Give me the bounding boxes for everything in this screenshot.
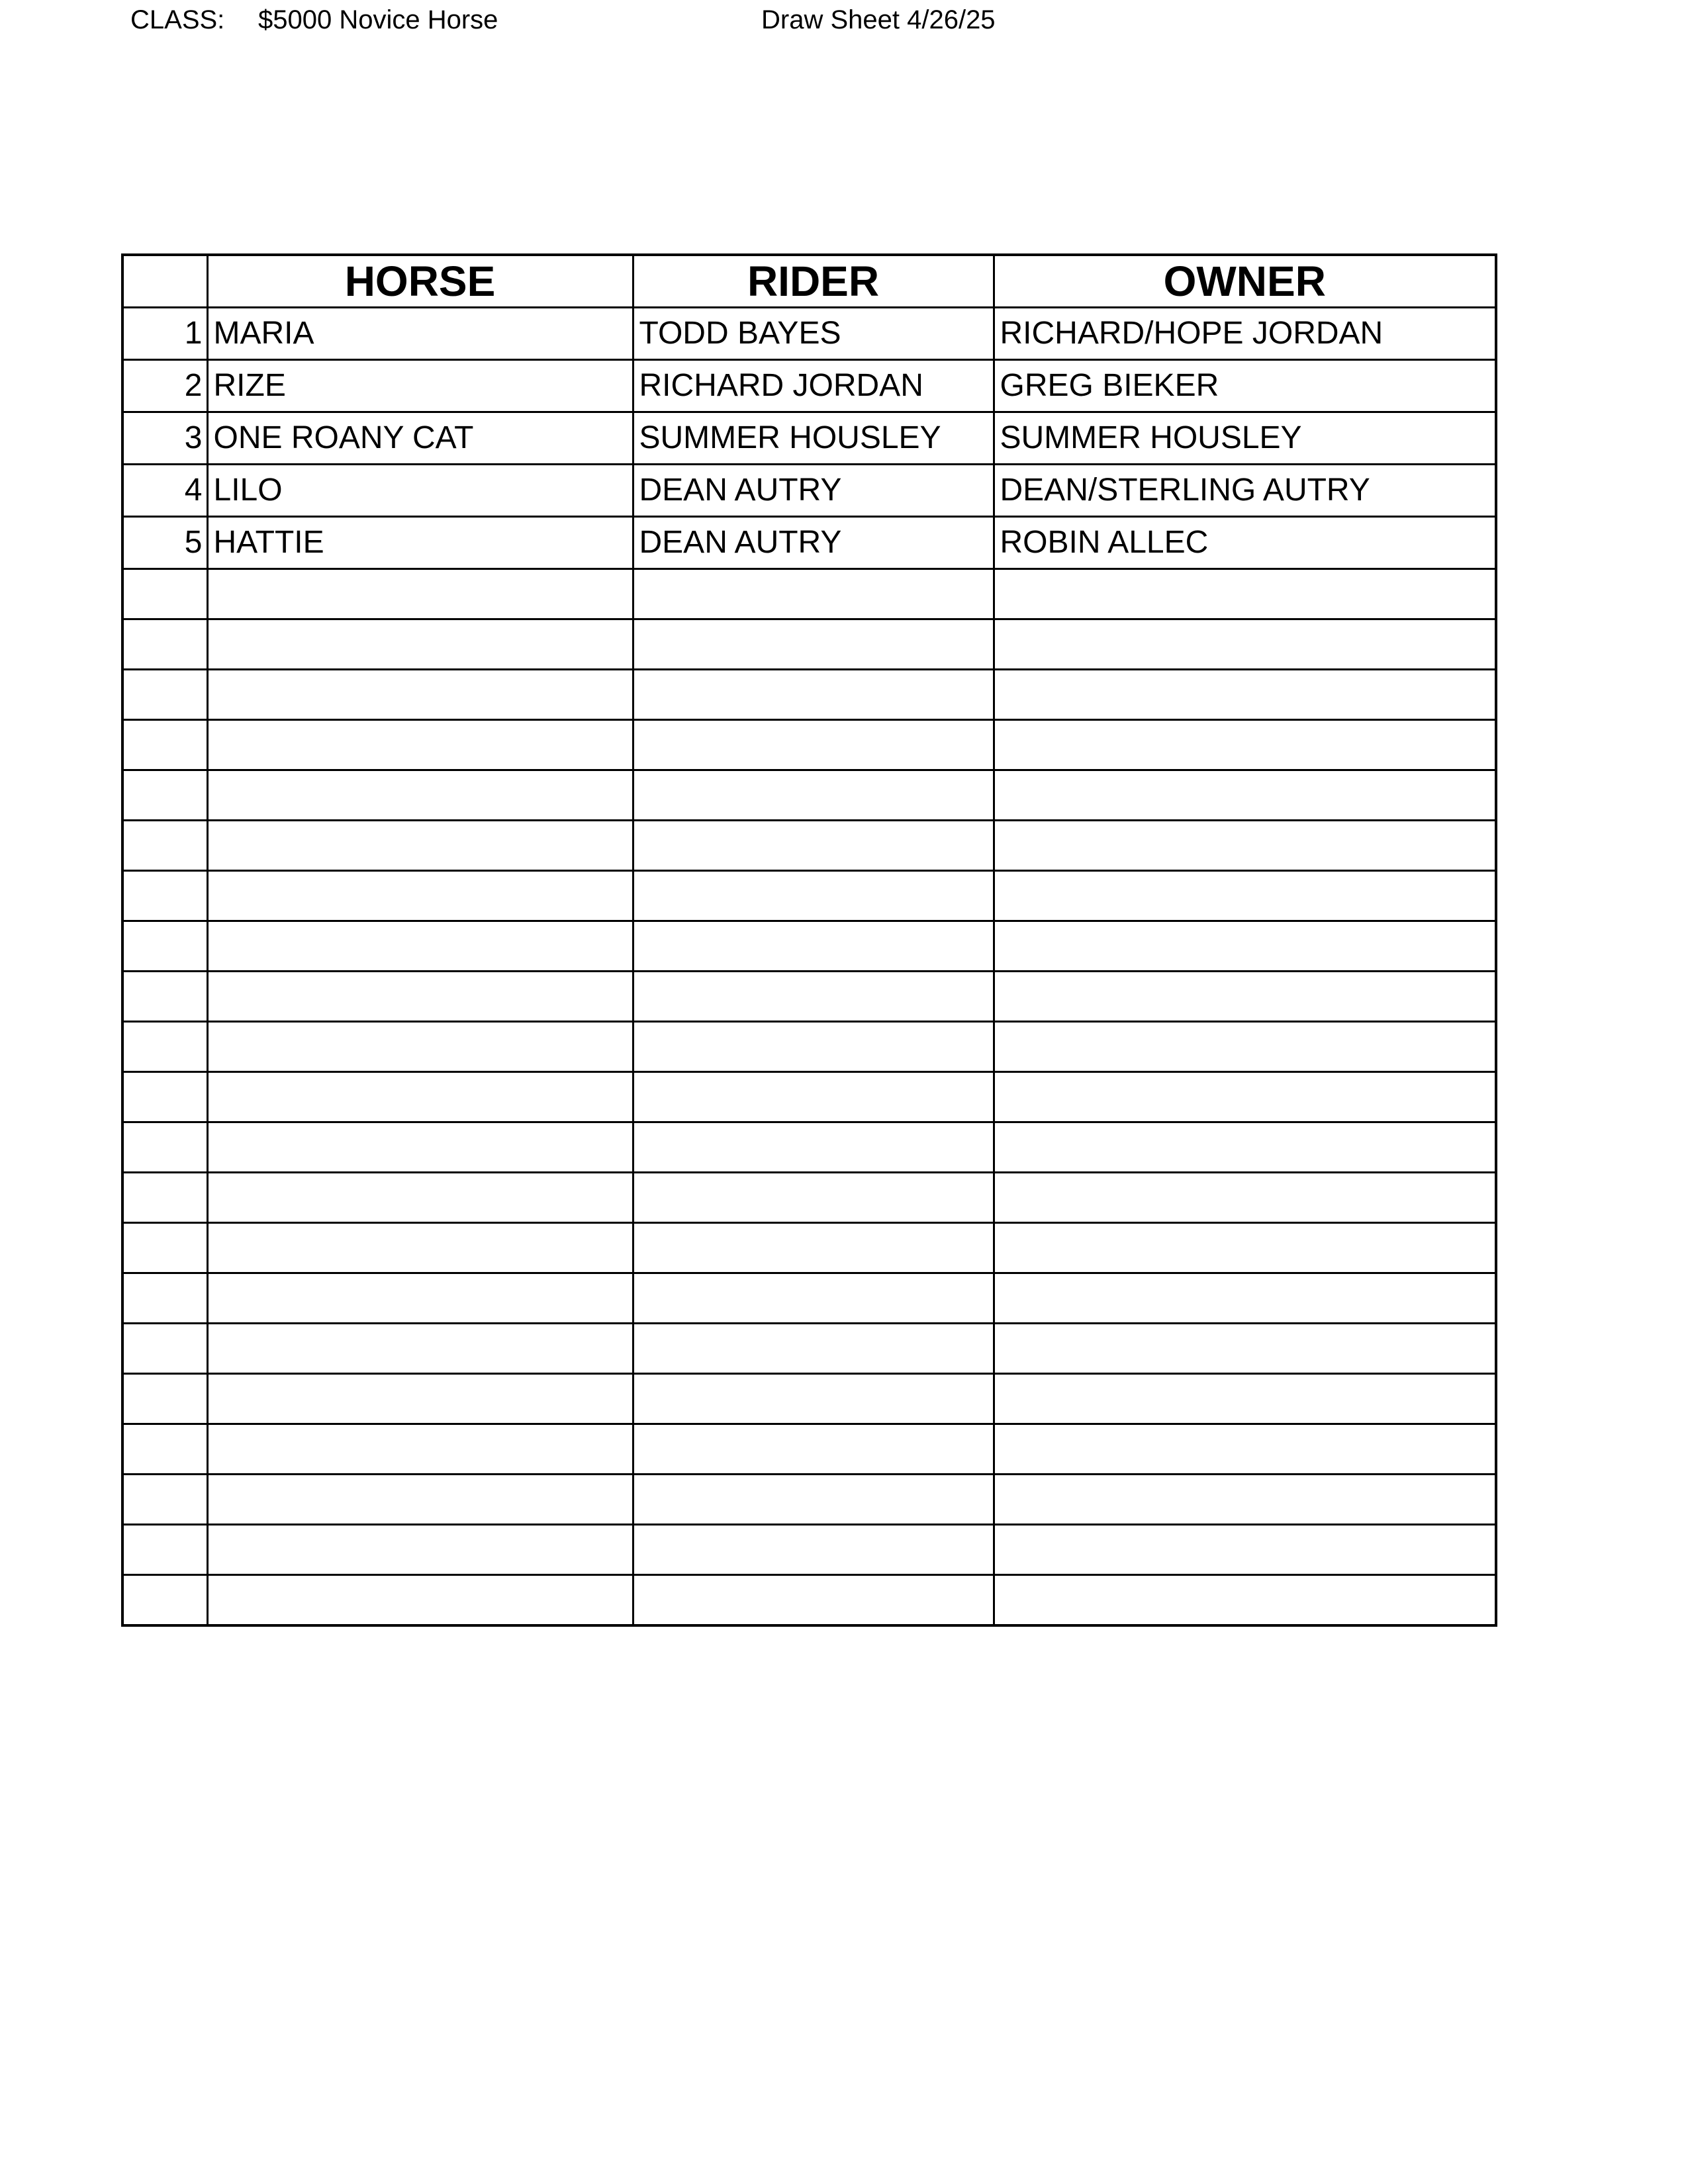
cell-number	[122, 1122, 207, 1173]
cell-number	[122, 821, 207, 871]
cell-rider	[633, 1122, 994, 1173]
cell-number: 5	[122, 517, 207, 569]
cell-rider	[633, 1273, 994, 1324]
cell-owner: SUMMER HOUSLEY	[994, 412, 1496, 465]
cell-owner	[994, 1575, 1496, 1625]
cell-number	[122, 619, 207, 670]
cell-owner	[994, 720, 1496, 770]
table-row	[122, 465, 1496, 517]
cell-horse	[207, 569, 633, 619]
table-row	[122, 1173, 1496, 1223]
cell-horse	[207, 720, 633, 770]
cell-owner	[994, 770, 1496, 821]
cell-horse	[207, 1475, 633, 1525]
cell-owner	[994, 670, 1496, 720]
cell-horse	[207, 821, 633, 871]
cell-owner	[994, 1122, 1496, 1173]
cell-horse	[207, 1072, 633, 1122]
cell-number	[122, 670, 207, 720]
sheet-header	[0, 1, 1688, 41]
cell-rider: SUMMER HOUSLEY	[633, 412, 994, 465]
table-row	[122, 871, 1496, 921]
cell-horse	[207, 619, 633, 670]
cell-number	[122, 1072, 207, 1122]
cell-number	[122, 921, 207, 972]
cell-number	[122, 1022, 207, 1072]
draw-table	[121, 253, 1497, 1627]
cell-rider	[633, 972, 994, 1022]
cell-horse: LILO	[207, 465, 633, 517]
table-row	[122, 1072, 1496, 1122]
cell-rider	[633, 1223, 994, 1273]
cell-rider	[633, 1173, 994, 1223]
column-header-owner: OWNER	[994, 255, 1496, 308]
cell-horse	[207, 1324, 633, 1374]
cell-rider: TODD BAYES	[633, 308, 994, 360]
cell-horse	[207, 1575, 633, 1625]
cell-horse	[207, 770, 633, 821]
class-value: $5000 Novice Horse	[258, 5, 498, 34]
cell-owner	[994, 1525, 1496, 1575]
table-row	[122, 569, 1496, 619]
cell-rider	[633, 1022, 994, 1072]
table-row	[122, 972, 1496, 1022]
cell-owner	[994, 1273, 1496, 1324]
table-row	[122, 1273, 1496, 1324]
cell-number	[122, 1525, 207, 1575]
cell-rider: RICHARD JORDAN	[633, 360, 994, 412]
table-row	[122, 770, 1496, 821]
column-header-number	[122, 255, 207, 308]
table-row	[122, 1324, 1496, 1374]
cell-number: 2	[122, 360, 207, 412]
cell-owner	[994, 1223, 1496, 1273]
cell-number	[122, 1223, 207, 1273]
cell-horse	[207, 1525, 633, 1575]
cell-owner	[994, 921, 1496, 972]
cell-number	[122, 1173, 207, 1223]
table-row	[122, 1374, 1496, 1424]
cell-horse	[207, 1424, 633, 1475]
cell-owner	[994, 821, 1496, 871]
table-row	[122, 720, 1496, 770]
cell-horse: RIZE	[207, 360, 633, 412]
table-row	[122, 921, 1496, 972]
cell-number: 1	[122, 308, 207, 360]
cell-rider	[633, 1072, 994, 1122]
cell-rider	[633, 1525, 994, 1575]
table-row	[122, 821, 1496, 871]
cell-owner	[994, 972, 1496, 1022]
cell-horse	[207, 670, 633, 720]
cell-rider	[633, 871, 994, 921]
cell-owner	[994, 871, 1496, 921]
cell-rider	[633, 1324, 994, 1374]
cell-horse	[207, 1273, 633, 1324]
cell-horse: HATTIE	[207, 517, 633, 569]
cell-rider	[633, 1575, 994, 1625]
cell-number	[122, 569, 207, 619]
cell-horse	[207, 921, 633, 972]
table-row	[122, 619, 1496, 670]
cell-number	[122, 1374, 207, 1424]
cell-owner	[994, 1374, 1496, 1424]
cell-owner	[994, 1072, 1496, 1122]
column-header-horse: HORSE	[207, 255, 633, 308]
table-row	[122, 1475, 1496, 1525]
cell-rider: DEAN AUTRY	[633, 465, 994, 517]
cell-rider	[633, 720, 994, 770]
cell-horse	[207, 1122, 633, 1173]
cell-number	[122, 1324, 207, 1374]
table-row	[122, 1122, 1496, 1173]
cell-owner	[994, 619, 1496, 670]
cell-rider: DEAN AUTRY	[633, 517, 994, 569]
cell-number	[122, 972, 207, 1022]
table-row	[122, 1575, 1496, 1625]
cell-horse	[207, 1223, 633, 1273]
class-label: CLASS:	[130, 5, 225, 34]
table-row	[122, 1525, 1496, 1575]
cell-horse	[207, 871, 633, 921]
cell-number	[122, 1424, 207, 1475]
cell-horse	[207, 1374, 633, 1424]
table-row	[122, 1022, 1496, 1072]
table-header-row	[122, 255, 1496, 308]
cell-owner: ROBIN ALLEC	[994, 517, 1496, 569]
cell-horse	[207, 972, 633, 1022]
table-row	[122, 412, 1496, 465]
cell-horse	[207, 1022, 633, 1072]
cell-rider	[633, 821, 994, 871]
cell-owner: GREG BIEKER	[994, 360, 1496, 412]
cell-number	[122, 770, 207, 821]
cell-number	[122, 1475, 207, 1525]
column-header-rider: RIDER	[633, 255, 994, 308]
table-row	[122, 517, 1496, 569]
cell-owner: DEAN/STERLING AUTRY	[994, 465, 1496, 517]
cell-owner	[994, 1324, 1496, 1374]
cell-number	[122, 871, 207, 921]
cell-rider	[633, 921, 994, 972]
cell-number	[122, 1273, 207, 1324]
cell-owner	[994, 1173, 1496, 1223]
cell-owner	[994, 1022, 1496, 1072]
table-row	[122, 1424, 1496, 1475]
table-row	[122, 1223, 1496, 1273]
cell-owner	[994, 569, 1496, 619]
cell-horse: MARIA	[207, 308, 633, 360]
cell-rider	[633, 670, 994, 720]
cell-number: 3	[122, 412, 207, 465]
cell-rider	[633, 1424, 994, 1475]
cell-rider	[633, 1475, 994, 1525]
cell-rider	[633, 619, 994, 670]
table-row	[122, 360, 1496, 412]
table-row	[122, 308, 1496, 360]
cell-number: 4	[122, 465, 207, 517]
cell-rider	[633, 1374, 994, 1424]
table-row	[122, 670, 1496, 720]
cell-rider	[633, 569, 994, 619]
draw-sheet-title: Draw Sheet 4/26/25	[761, 5, 996, 34]
cell-horse: ONE ROANY CAT	[207, 412, 633, 465]
cell-owner	[994, 1475, 1496, 1525]
cell-owner	[994, 1424, 1496, 1475]
cell-number	[122, 720, 207, 770]
cell-owner: RICHARD/HOPE JORDAN	[994, 308, 1496, 360]
cell-rider	[633, 770, 994, 821]
cell-number	[122, 1575, 207, 1625]
cell-horse	[207, 1173, 633, 1223]
